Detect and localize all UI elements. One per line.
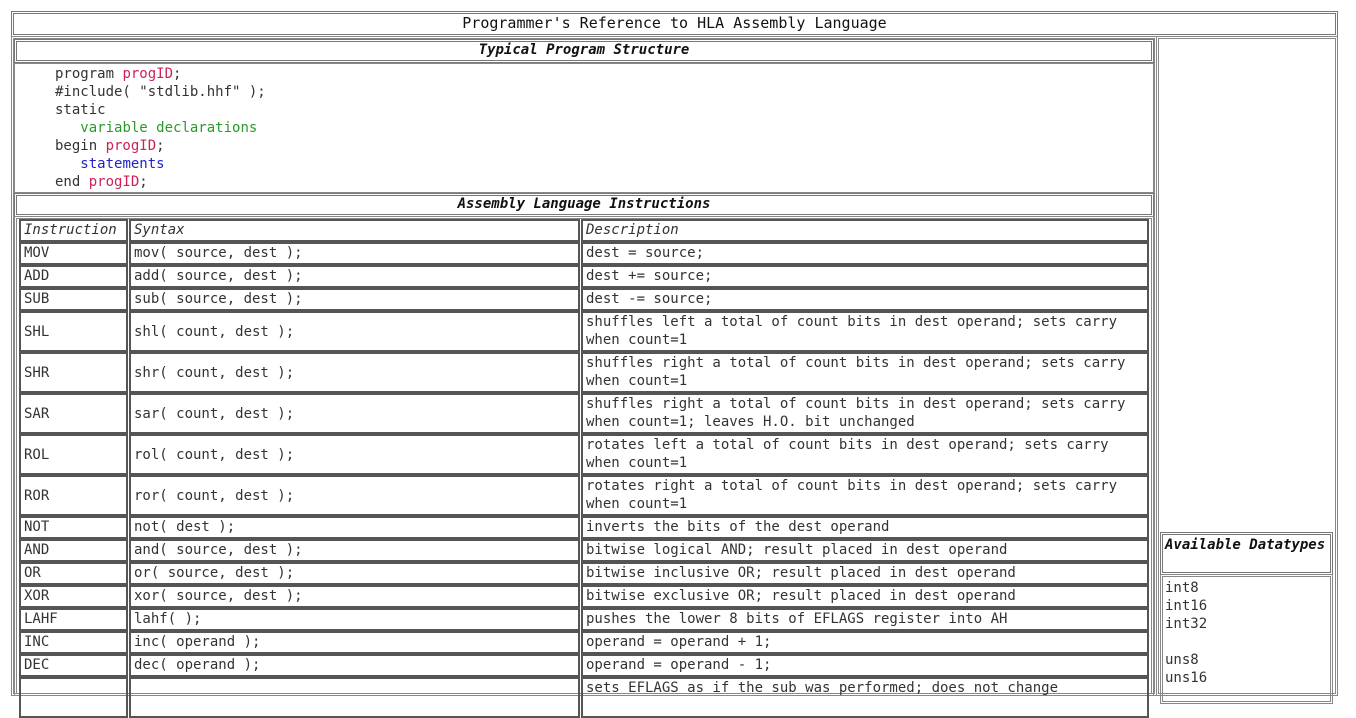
program-structure-heading: Typical Program Structure [14,39,1154,63]
instruction-name-cell: OR [19,562,128,585]
instruction-syntax-cell: and( source, dest ); [129,539,580,562]
code-token: variable declarations [80,120,258,136]
instruction-syntax-cell: xor( source, dest ); [129,585,580,608]
instruction-syntax-cell: inc( operand ); [129,631,580,654]
instruction-syntax-cell: shl( count, dest ); [129,311,580,352]
code-line [55,119,1153,137]
instruction-syntax-cell: shr( count, dest ); [129,352,580,393]
page-title: Programmer's Reference to HLA Assembly Language [11,11,1338,37]
instruction-description-cell: dest = source; [581,242,1149,265]
instruction-name-cell: NOT [19,516,128,539]
instruction-syntax-cell: dec( operand ); [129,654,580,677]
instruction-description-cell: operand = operand - 1; [581,654,1149,677]
instruction-syntax-cell: add( source, dest ); [129,265,580,288]
instruction-description-cell: dest -= source; [581,288,1149,311]
instruction-name-cell: SHR [19,352,128,393]
instruction-syntax-cell: rol( count, dest ); [129,434,580,475]
instruction-description-cell: shuffles right a total of count bits in dest operand; sets carry when count=1 [581,352,1149,393]
code-line [55,65,1153,83]
code-token: progID [122,66,174,82]
instruction-name-cell: ROR [19,475,128,516]
code-token: progID [105,138,157,154]
column-header: Description [581,219,1149,242]
instruction-description-cell: bitwise inclusive OR; result placed in dest operand [581,562,1149,585]
column-header: Instruction [19,219,128,242]
code-line [55,173,1153,191]
instruction-description-cell: inverts the bits of the dest operand [581,516,1149,539]
code-token: statements [80,156,165,172]
instruction-syntax-cell: or( source, dest ); [129,562,580,585]
instruction-description-cell: rotates right a total of count bits in dest operand; sets carry when count=1 [581,475,1149,516]
instruction-name-cell: SAR [19,393,128,434]
datatypes-heading: Available Datatypes [1160,532,1333,575]
instruction-name-cell: ADD [19,265,128,288]
instruction-name-cell [19,677,128,718]
instruction-syntax-cell: sar( count, dest ); [129,393,580,434]
code-token: ; [139,174,148,190]
instruction-name-cell: SHL [19,311,128,352]
instruction-description-cell: shuffles right a total of count bits in dest operand; sets carry when count=1; leaves H.O. bit unchanged [581,393,1149,434]
instruction-syntax-cell: ror( count, dest ); [129,475,580,516]
instruction-name-cell: AND [19,539,128,562]
code-token: progID [88,174,140,190]
instruction-description-cell: bitwise exclusive OR; result placed in dest operand [581,585,1149,608]
instruction-description-cell: dest += source; [581,265,1149,288]
instruction-description-cell: sets EFLAGS as if the sub was performed; does not change [581,677,1149,718]
instruction-description-cell: rotates left a total of count bits in dest operand; sets carry when count=1 [581,434,1149,475]
instruction-syntax-cell [129,677,580,718]
code-token: end [55,174,89,190]
code-token: program [55,66,123,82]
code-token [55,156,80,172]
program-structure-code [14,63,1154,193]
instruction-syntax-cell: sub( source, dest ); [129,288,580,311]
datatype-item: uns16 [1165,670,1208,686]
instruction-description-cell: bitwise logical AND; result placed in dest operand [581,539,1149,562]
code-token: #include( "stdlib.hhf" ); [55,84,266,100]
instruction-syntax-cell: mov( source, dest ); [129,242,580,265]
instruction-description-cell: shuffles left a total of count bits in dest operand; sets carry when count=1 [581,311,1149,352]
instruction-description-cell: pushes the lower 8 bits of EFLAGS register into AH [581,608,1149,631]
instruction-name-cell: LAHF [19,608,128,631]
datatype-item: uns8 [1165,652,1199,668]
datatypes-list [1160,574,1333,704]
datatype-item: int16 [1165,598,1208,614]
column-header: Syntax [129,219,580,242]
datatype-item [1165,633,1328,651]
code-line [55,83,1153,101]
instructions-heading: Assembly Language Instructions [14,193,1154,217]
instruction-name-cell: XOR [19,585,128,608]
instruction-syntax-cell: not( dest ); [129,516,580,539]
instruction-name-cell: DEC [19,654,128,677]
datatype-item: int32 [1165,616,1208,632]
instruction-name-cell: SUB [19,288,128,311]
instruction-syntax-cell: lahf( ); [129,608,580,631]
instruction-name-cell: INC [19,631,128,654]
code-token: static [55,102,106,118]
instruction-name-cell: ROL [19,434,128,475]
instruction-description-cell: operand = operand + 1; [581,631,1149,654]
code-token: begin [55,138,106,154]
code-token: ; [156,138,165,154]
code-token [55,120,80,136]
code-token: ; [173,66,182,82]
instruction-name-cell: MOV [19,242,128,265]
code-line [55,101,1153,119]
datatype-item: int8 [1165,580,1199,596]
code-line [55,137,1153,155]
code-line [55,155,1153,173]
